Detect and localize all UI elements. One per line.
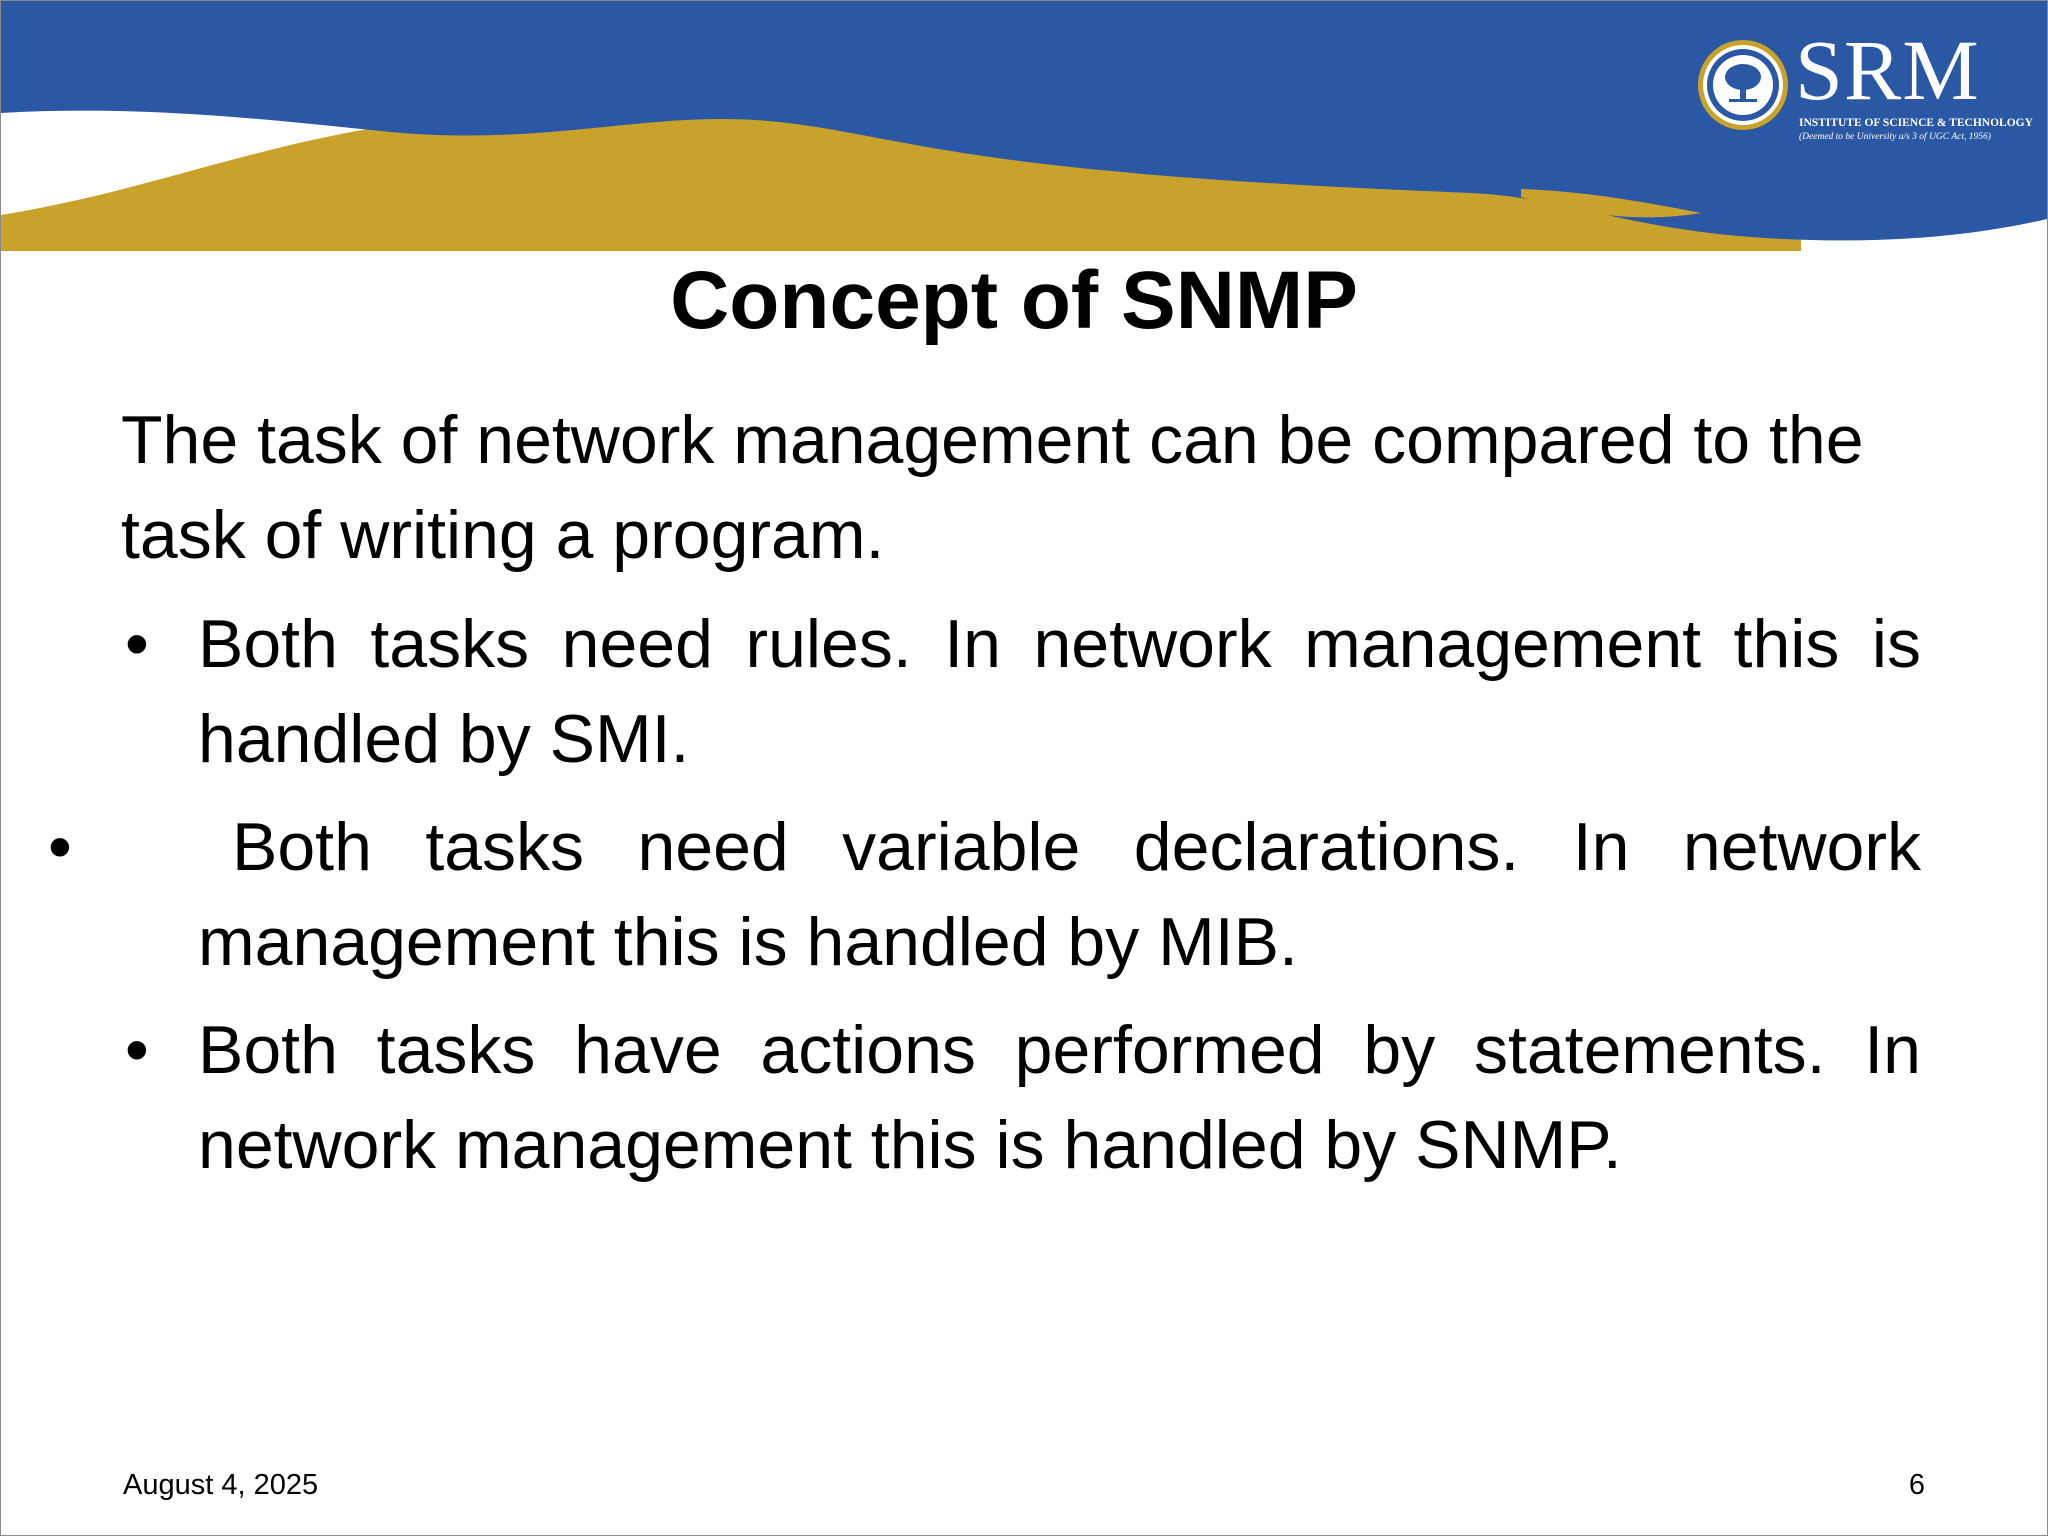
logo-institute-line: INSTITUTE OF SCIENCE & TECHNOLOGY <box>1799 117 2033 129</box>
list-item <box>121 1003 1921 1193</box>
slide-title: Concept of SNMP <box>670 255 1358 346</box>
bullet-text: Both tasks have actions performed by statements. In network management this is handled by SNMP. <box>198 1012 1921 1183</box>
bullet-icon: • <box>48 809 72 885</box>
university-seal-icon <box>1697 39 1789 131</box>
footer-date: August 4, 2025 <box>123 1469 319 1501</box>
bullet-text: Both tasks need variable declarations. In network management this is handled by MIB. <box>198 809 1921 980</box>
bullet-list <box>48 597 1921 1193</box>
intro-paragraph: The task of network management can be compared to the task of writing a program. <box>121 402 1864 573</box>
page-number: 6 <box>1908 1469 1925 1501</box>
srm-logo <box>1693 22 2033 149</box>
bullet-icon: • <box>125 1012 149 1088</box>
list-item <box>121 597 1921 787</box>
bullet-icon: • <box>125 606 149 682</box>
logo-wordmark: SRM <box>1795 22 1980 118</box>
slide-body <box>48 393 1921 1206</box>
logo-deemed-line: (Deemed to be University u/s 3 of UGC Act, 1956) <box>1799 132 1991 142</box>
bullet-text: Both tasks need rules. In network management this is handled by SMI. <box>198 606 1921 777</box>
list-item <box>48 800 1921 990</box>
